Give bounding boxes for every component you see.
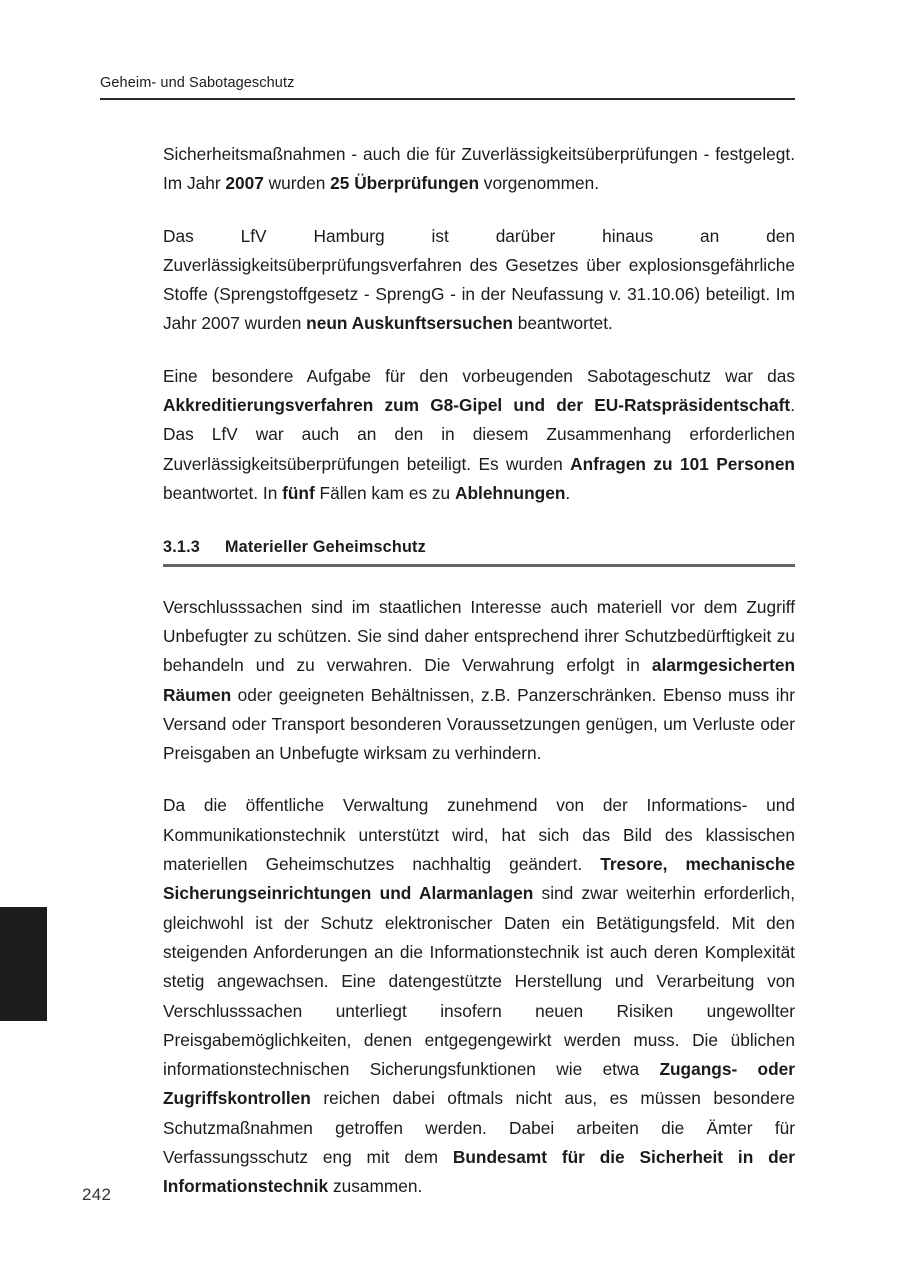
emphasis-text: Ablehnungen bbox=[454, 482, 566, 503]
emphasis-text: Akkreditierungsverfahren zum G8-Gipel und der EU-Ratspräsidentschaft bbox=[163, 395, 791, 416]
emphasis-text: Zugangs- oder Zugriffskontrollen bbox=[163, 1059, 796, 1109]
emphasis-text: Anfragen zu 101 Personen bbox=[570, 453, 795, 474]
emphasis-text: alarmgesicherten Räumen bbox=[163, 655, 795, 705]
emphasis-text: fünf bbox=[282, 482, 315, 503]
emphasis-text: Bundesamt für die Sicherheit in der Informationstechnik bbox=[163, 1147, 795, 1197]
running-header bbox=[100, 74, 795, 100]
running-header-rule bbox=[100, 98, 795, 100]
running-header-text: Geheim- und Sabotageschutz bbox=[100, 75, 295, 91]
section-heading-title: Materieller Geheimschutz bbox=[225, 538, 426, 557]
emphasis-text: 25 Überprüfungen bbox=[330, 173, 479, 194]
paragraph: Sicherheitsmaßnahmen - auch die für Zuverlässigkeitsüberprüfungen - festgelegt. Im Jahr 2007 wurden 25 Überprüfungen vorgenommen. bbox=[163, 144, 795, 194]
section-heading-number: 3.1.3 bbox=[163, 538, 201, 557]
section-heading bbox=[163, 538, 795, 557]
section-heading-rule bbox=[163, 564, 795, 566]
emphasis-text: Tresore, mechanische Sicherungseinrichtungen und Alarmanlagen bbox=[163, 854, 796, 904]
body-text-column bbox=[163, 140, 795, 1202]
paragraph: Da die öffentliche Verwaltung zunehmend von der Informations- und Kommunikationstechnik unterstützt wird, hat sich das Bild des klassischen materiellen Geheimschutzes nachhaltig geändert. Tresore, mechanische Sicherungseinrichtungen und Alarmanlagen sind zwar weiterhin erforderlich, gleichwohl ist der Schutz elektronischer Daten ein Betätigungsfeld. Mit den steigenden Anforderungen an die Informationstechnik ist auch deren Komplexität stetig angewachsen. Eine datengestützte Herstellung und Verarbeitung von Verschlusssachen unterliegt insofern neuen Risiken ungewollter Preisgabemöglichkeiten, denen entgegengewirkt werden muss. Die üblichen informationstechnischen Sicherungsfunktionen wie etwa Zugangs- oder Zugriffskontrollen reichen dabei oftmals nicht aus, es müssen besondere Schutzmaßnahmen getroffen werden. Dabei arbeiten die Ämter für Verfassungsschutz eng mit dem Bundesamt für die Sicherheit in der Informationstechnik zusammen. bbox=[163, 795, 796, 1197]
paragraph: Das LfV Hamburg ist darüber hinaus an den Zuverlässigkeitsüberprüfungsverfahren des Gesetzes über explosionsgefährliche Stoffe (Sprengstoffgesetz - SprengG - in der Neufassung v. 31.10.06) beteiligt. Im Jahr 2007 wurden neun Auskunftsersuchen beantwortet. bbox=[163, 225, 795, 334]
paragraph: Eine besondere Aufgabe für den vorbeugenden Sabotageschutz war das Akkreditierungsverfahren zum G8-Gipel und der EU-Ratspräsidentschaft. Das LfV war auch an den in diesem Zusammenhang erforderlichen Zuverlässigkeitsüberprüfungen beteiligt. Es wurden Anfragen zu 101 Personen beantwortet. In fünf Fällen kam es zu Ablehnungen. bbox=[163, 365, 795, 503]
paragraph: Verschlusssachen sind im staatlichen Interesse auch materiell vor dem Zugriff Unbefugter zu schützen. Sie sind daher entsprechend ihrer Schutzbedürftigkeit zu behandeln und zu verwahren. Die Verwahrung erfolgt in alarmgesicherten Räumen oder geeigneten Behältnissen, z.B. Panzerschränken. Ebenso muss ihr Versand oder Transport besonderen Voraussetzungen genügen, um Verluste oder Preisgaben an Unbefugte wirksam zu verhindern. bbox=[163, 596, 795, 764]
emphasis-text: neun Auskunftsersuchen bbox=[306, 313, 513, 334]
emphasis-text: 2007 bbox=[225, 173, 264, 194]
page-number: 242 bbox=[82, 1185, 112, 1204]
chapter-thumb-tab bbox=[0, 907, 47, 1021]
